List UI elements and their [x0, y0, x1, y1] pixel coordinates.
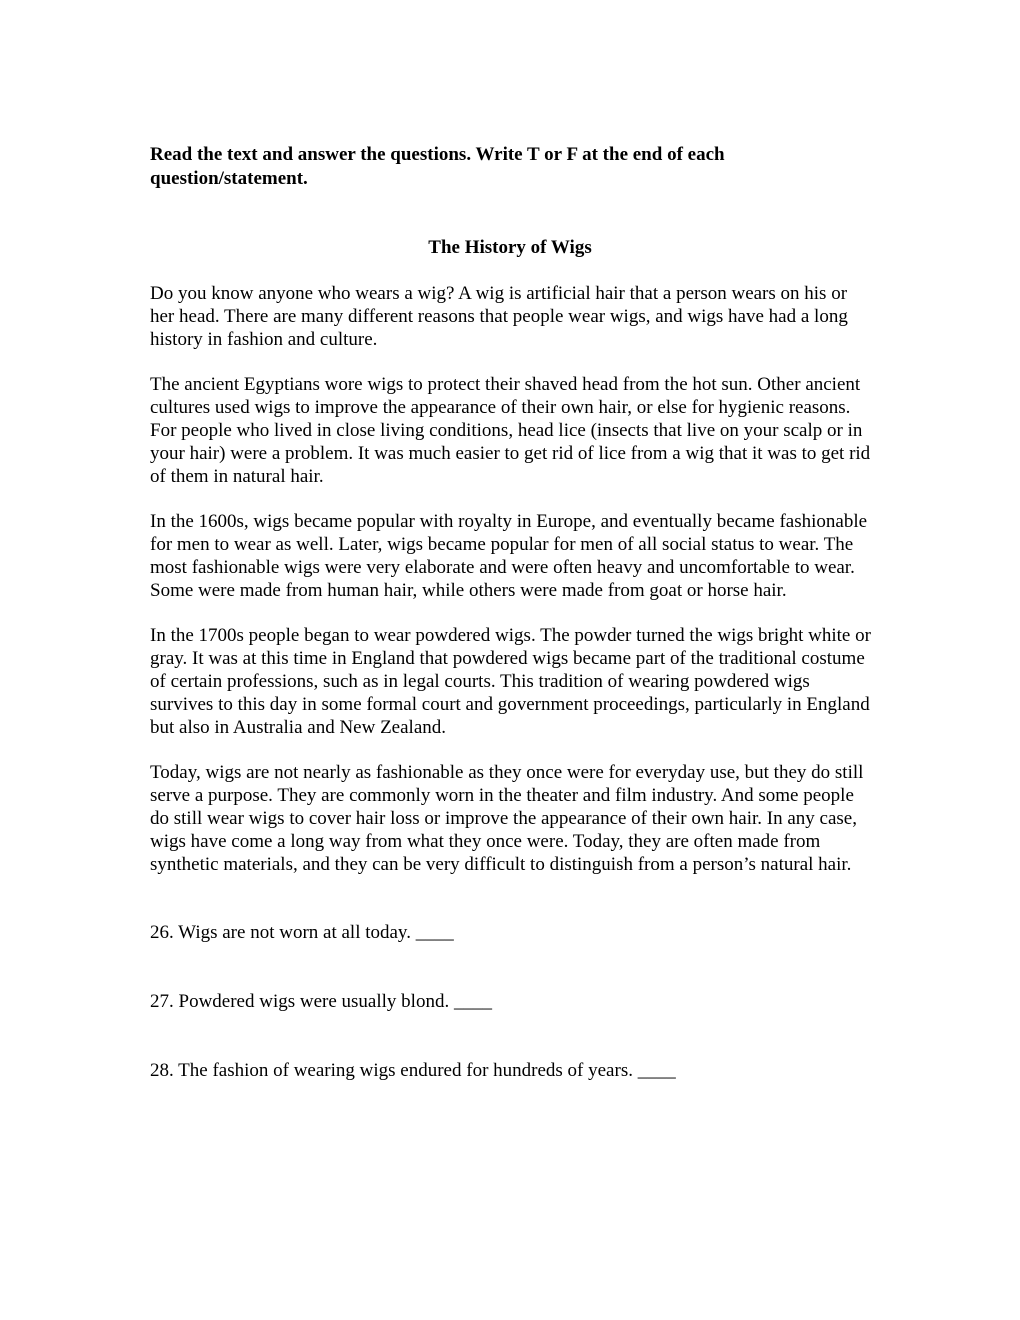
article-paragraph: In the 1600s, wigs became popular with royalty in Europe, and eventually became fashionable for men to wear as well. Later, wigs became popular for men of all social status to wear. The most fashionable wigs were very elaborate and were often heavy and uncomfortable to wear. Some were made from human hair, while others were made from goat or horse hair.: [150, 511, 868, 601]
article-paragraph: The ancient Egyptians wore wigs to protect their shaved head from the hot sun. Other ancient cultures used wigs to improve the appearance of their own hair, or else for hygienic reasons. For people who lived in close living conditions, head lice (insects that live on your scalp or in your hair) were a problem. It was much easier to get rid of lice from a wig that it was to get rid of them in natural hair.: [150, 374, 871, 487]
article-paragraph: Do you know anyone who wears a wig? A wig is artificial hair that a person wears on his or her head. There are many different reasons that people wear wigs, and wigs have had a long history in fashion and culture.: [150, 283, 848, 350]
instructions-heading: Read the text and answer the questions. Write T or F at the end of each question/statement.: [150, 144, 725, 189]
article-title: The History of Wigs: [428, 237, 592, 258]
question-28: 28. The fashion of wearing wigs endured for hundreds of years. ____: [150, 1060, 676, 1081]
question-27: 27. Powdered wigs were usually blond. ____: [150, 991, 492, 1012]
worksheet-page: [150, 143, 875, 1083]
question-26: 26. Wigs are not worn at all today. ____: [150, 922, 454, 943]
article-paragraph: In the 1700s people began to wear powdered wigs. The powder turned the wigs bright white or gray. It was at this time in England that powdered wigs became part of the traditional costume of certain professions, such as in legal courts. This tradition of wearing powdered wigs survives to this day in some formal court and government proceedings, particularly in England but also in Australia and New Zealand.: [150, 625, 871, 738]
article-paragraph: Today, wigs are not nearly as fashionable as they once were for everyday use, but they do still serve a purpose. They are commonly worn in the theater and film industry. And some people do still wear wigs to cover hair loss or improve the appearance of their own hair. In any case, wigs have come a long way from what they once were. Today, they are often made from synthetic materials, and they can be very difficult to distinguish from a person’s natural hair.: [150, 762, 864, 875]
